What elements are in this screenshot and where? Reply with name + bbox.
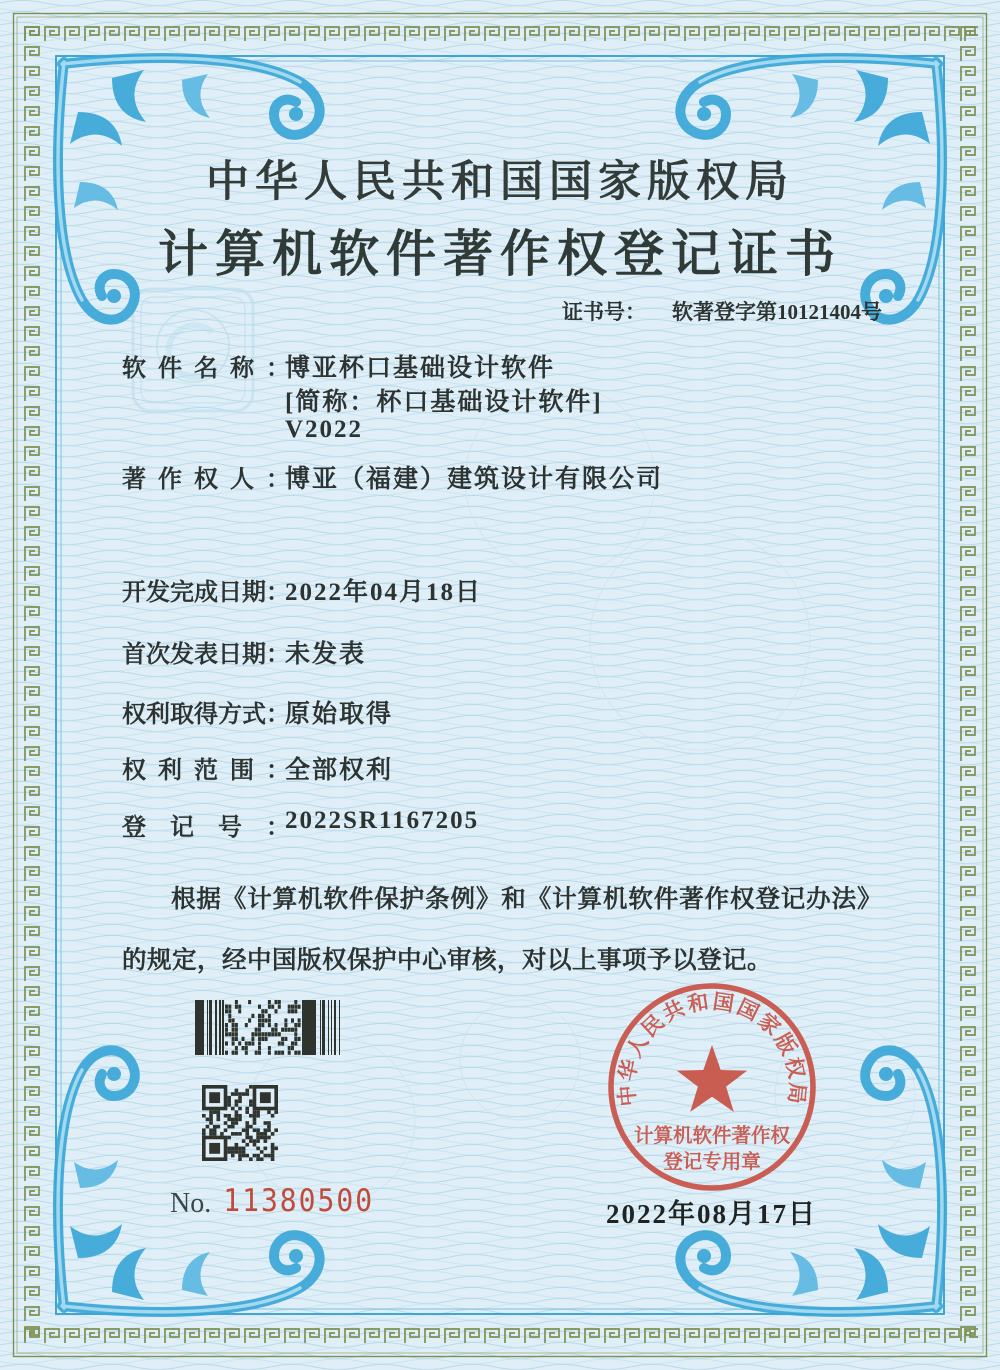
field-software-version: V2022 — [285, 416, 364, 443]
issuer-title: 中华人民共和国国家版权局 — [206, 159, 794, 206]
serial-prefix: No. — [170, 1188, 212, 1219]
field-software-shortname: [简称：杯口基础设计软件] — [285, 389, 603, 416]
field-label: 软件名称： — [122, 356, 290, 382]
field-first-publication: 首次发表日期： 未发表 — [122, 641, 367, 668]
certificate-number-value: 软著登字第10121404号 — [672, 300, 882, 324]
field-completion-date: 开发完成日期： 2022年04月18日 — [122, 579, 483, 606]
certificate-title: 计算机软件著作权登记证书 — [158, 226, 842, 282]
field-copyright-owner: 著作权人： 博亚（福建）建筑设计有限公司 — [122, 466, 664, 493]
issue-date: 2022年08月17日 — [606, 1199, 817, 1229]
certificate-number-row — [562, 296, 882, 326]
field-rights-scope: 权利范围： 全部权利 — [122, 757, 394, 784]
seal-line1: 计算机软件著作权 — [633, 1126, 791, 1147]
serial-number-row — [170, 1182, 375, 1220]
serial-number: 11380500 — [223, 1182, 375, 1219]
barcode-image — [195, 1000, 342, 1055]
field-value: 博亚杯口基础设计软件 — [285, 355, 556, 382]
registration-statement: 根据《计算机软件保护条例》和《计算机软件著作权登记办法》的规定，经中国版权保护中心审核，对以上事项予以登记。 — [122, 886, 882, 974]
seal-line2: 登记专用章 — [663, 1152, 761, 1173]
certificate-number-label: 证书号： — [562, 300, 646, 324]
seal-ring-text: 中华人民共和国国家版权局 — [614, 989, 810, 1108]
star-icon — [677, 1045, 747, 1112]
official-seal — [601, 976, 823, 1198]
field-registration-number: 登记号： 2022SR1167205 — [122, 807, 480, 841]
field-rights-acquisition: 权利取得方式： 原始取得 — [122, 701, 394, 728]
field-software-name — [122, 348, 556, 383]
qr-code-image — [202, 1085, 278, 1161]
